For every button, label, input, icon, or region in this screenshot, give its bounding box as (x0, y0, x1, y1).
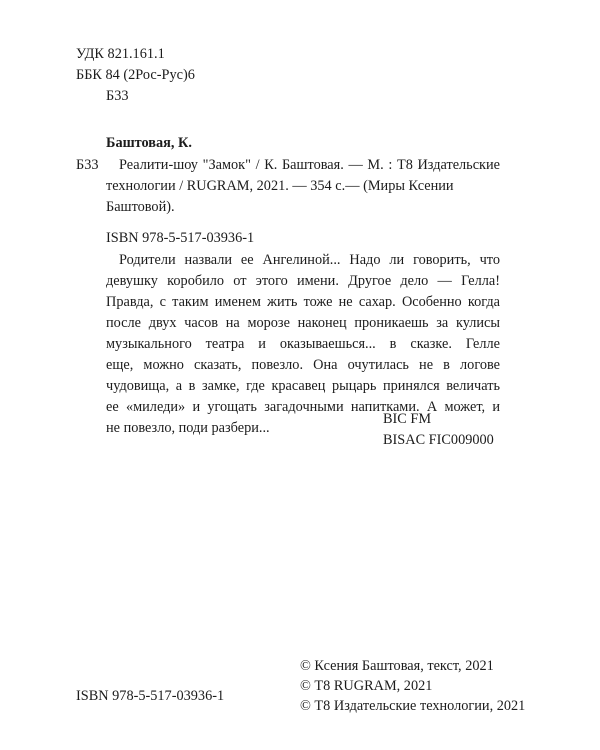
annotation-line: ее «миледи» и угощать загадочными напитками. А может, и (106, 399, 500, 415)
copyright-line: © Ксения Баштовая, текст, 2021 (300, 658, 494, 674)
record-mark: Б33 (76, 157, 99, 173)
annotation-line: не повезло, поди разбери... (106, 420, 270, 436)
bic-code: BIC FM (383, 411, 432, 427)
author-mark: Б33 (106, 88, 129, 104)
isbn-line: ISBN 978-5-517-03936-1 (106, 230, 255, 246)
annotation-line: музыкального театра и оказываешься... в сказке. Гелле (106, 336, 500, 352)
bbk-code: ББК 84 (2Рос-Рус)6 (76, 67, 195, 83)
description-line: Баштовой). (106, 199, 175, 215)
udk-code: УДК 821.161.1 (76, 46, 165, 62)
annotation-line: еще, можно сказать, повезло. Она очутилась не в логове (106, 357, 500, 373)
annotation-line: девушку коробило от этого имени. Другое дело — Гелла! (106, 273, 500, 289)
annotation-line: Правда, с таким именем жить тоже не сахар. Особенно когда (106, 294, 500, 310)
copyright-line: © Т8 RUGRAM, 2021 (300, 678, 433, 694)
copyright-line: © Т8 Издательские технологии, 2021 (300, 698, 526, 714)
annotation (106, 250, 500, 439)
description-line: Реалити-шоу "Замок" / К. Баштовая. — М. : Т8 Издательские (119, 157, 500, 173)
bibliographic-description (119, 155, 500, 176)
description-line: технологии / RUGRAM, 2021. — 354 с.— (Миры Ксении (106, 178, 454, 194)
footer-isbn: ISBN 978-5-517-03936-1 (76, 688, 225, 704)
author-heading: Баштовая, К. (106, 135, 192, 151)
bisac-code: BISAC FIC009000 (383, 432, 494, 448)
annotation-line: после двух часов на морозе наконец проникаешь за кулисы (106, 315, 500, 331)
annotation-line: Родители назвали ее Ангелиной... Надо ли говорить, что (119, 252, 500, 268)
annotation-line: чудовища, а в замке, где красавец рыцарь принялся величать (106, 378, 500, 394)
